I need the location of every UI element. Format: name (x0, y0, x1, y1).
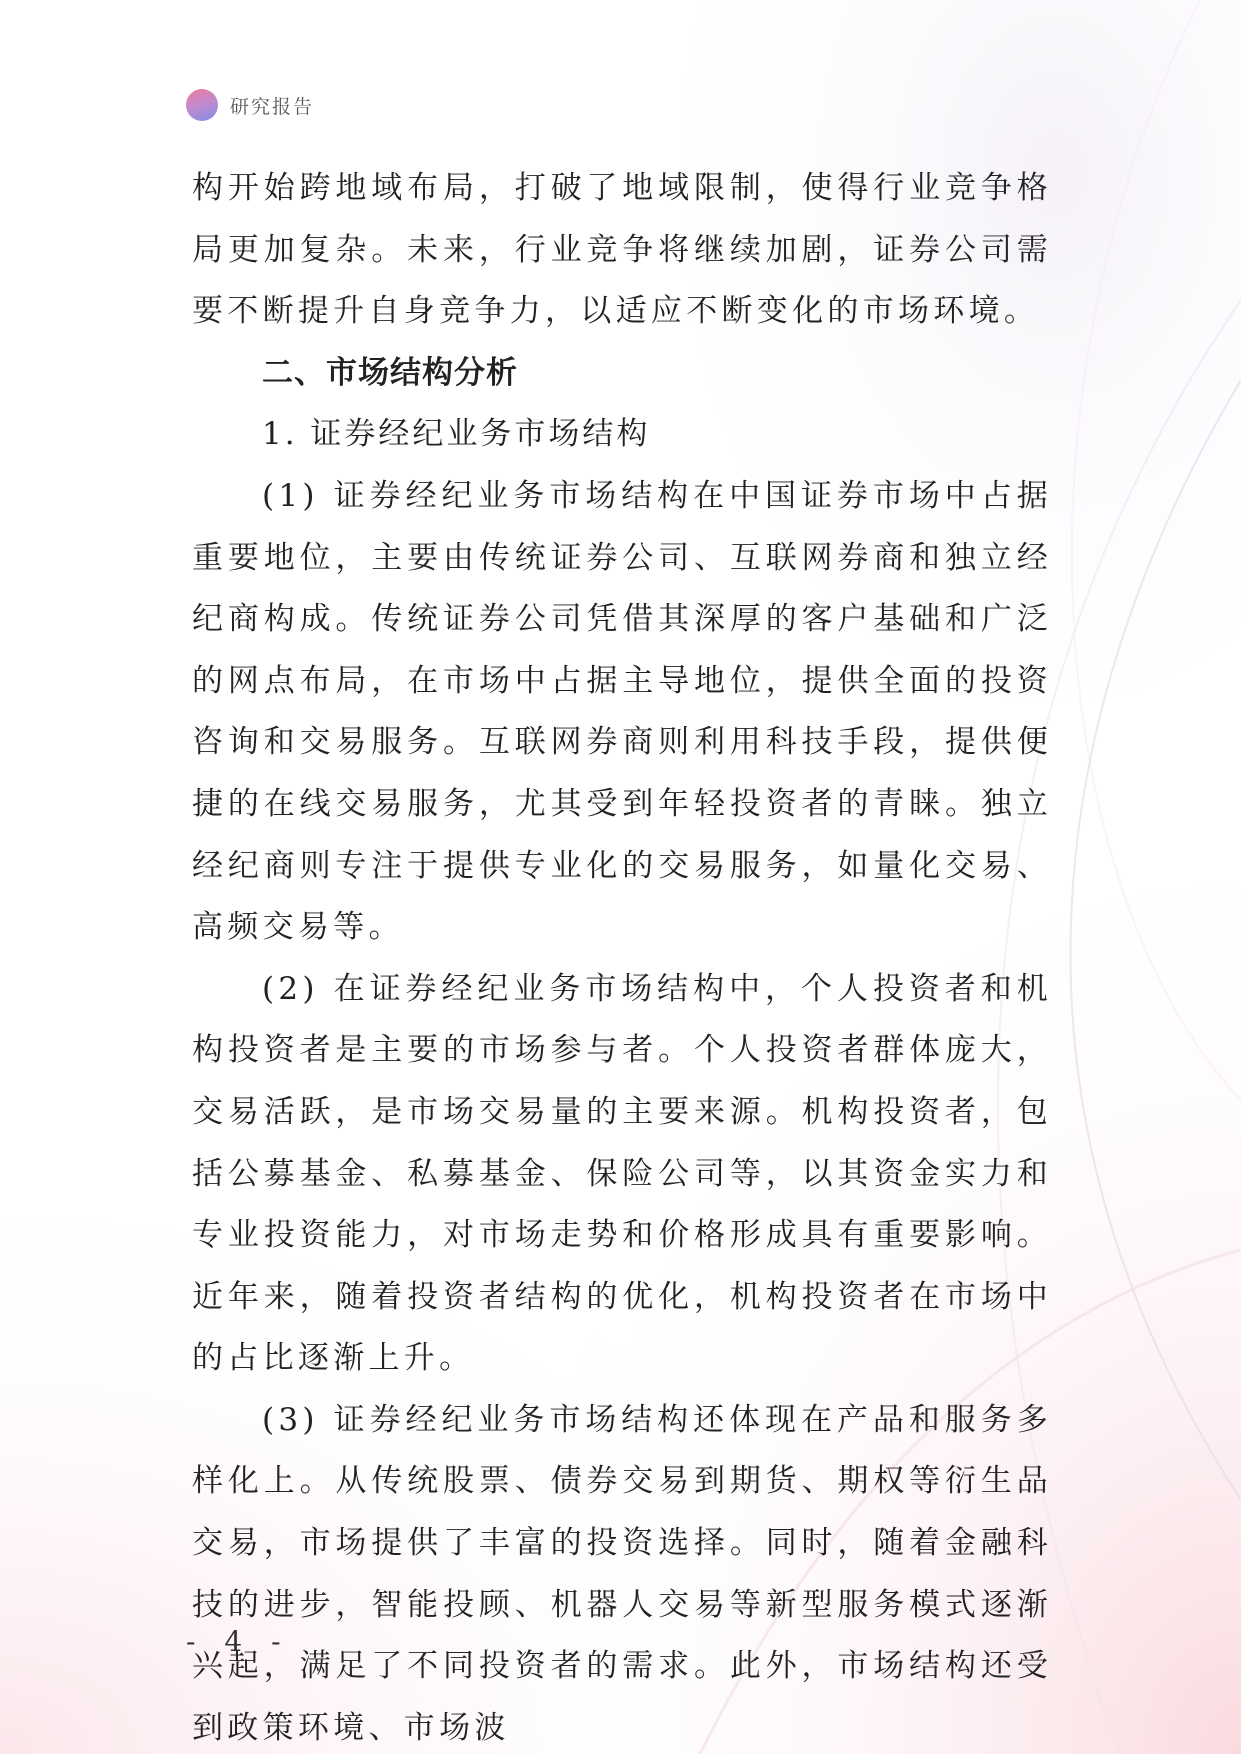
gradient-circle-logo-icon (186, 89, 218, 121)
subsection-heading: 1. 证券经纪业务市场结构 (262, 416, 651, 453)
page-number: - 4 - (186, 1625, 291, 1658)
header-label: 研究报告 (230, 95, 315, 118)
body-paragraph-2: (2) 在证券经纪业务市场结构中，个人投资者和机构投资者是主要的市场参与者。个人投资者群体庞大，交易活跃，是市场交易量的主要来源。机构投资者，包括公募基金、私募基金、保险公司等，以其资金实力和专业投资能力，对市场走势和价格形成具有重要影响。近年来，随着投资者结构的优化，机构投资者在市场中的占比逐渐上升。 (192, 970, 1052, 1377)
intro-paragraph: 构开始跨地域布局，打破了地域限制，使得行业竞争格局更加复杂。未来，行业竞争将继续加剧，证券公司需要不断提升自身竞争力，以适应不断变化的市场环境。 (192, 170, 1052, 330)
body-paragraph-1: (1) 证券经纪业务市场结构在中国证券市场中占据重要地位，主要由传统证券公司、互联网券商和独立经纪商构成。传统证券公司凭借其深厚的客户基础和广泛的网点布局，在市场中占据主导地位，提供全面的投资咨询和交易服务。互联网券商则利用科技手段，提供便捷的在线交易服务，尤其受到年轻投资者的青睐。独立经纪商则专注于提供专业化的交易服务，如量化交易、高频交易等。 (192, 477, 1052, 946)
document-body (192, 158, 1052, 1759)
section-heading: 二、市场结构分析 (262, 354, 518, 391)
report-header (186, 88, 314, 122)
body-paragraph-3: (3) 证券经纪业务市场结构还体现在产品和服务多样化上。从传统股票、债券交易到期货、期权等衍生品交易，市场提供了丰富的投资选择。同时，随着金融科技的进步，智能投顾、机器人交易等新型服务模式逐渐兴起，满足了不同投资者的需求。此外，市场结构还受到政策环境、市场波 (192, 1401, 1052, 1746)
